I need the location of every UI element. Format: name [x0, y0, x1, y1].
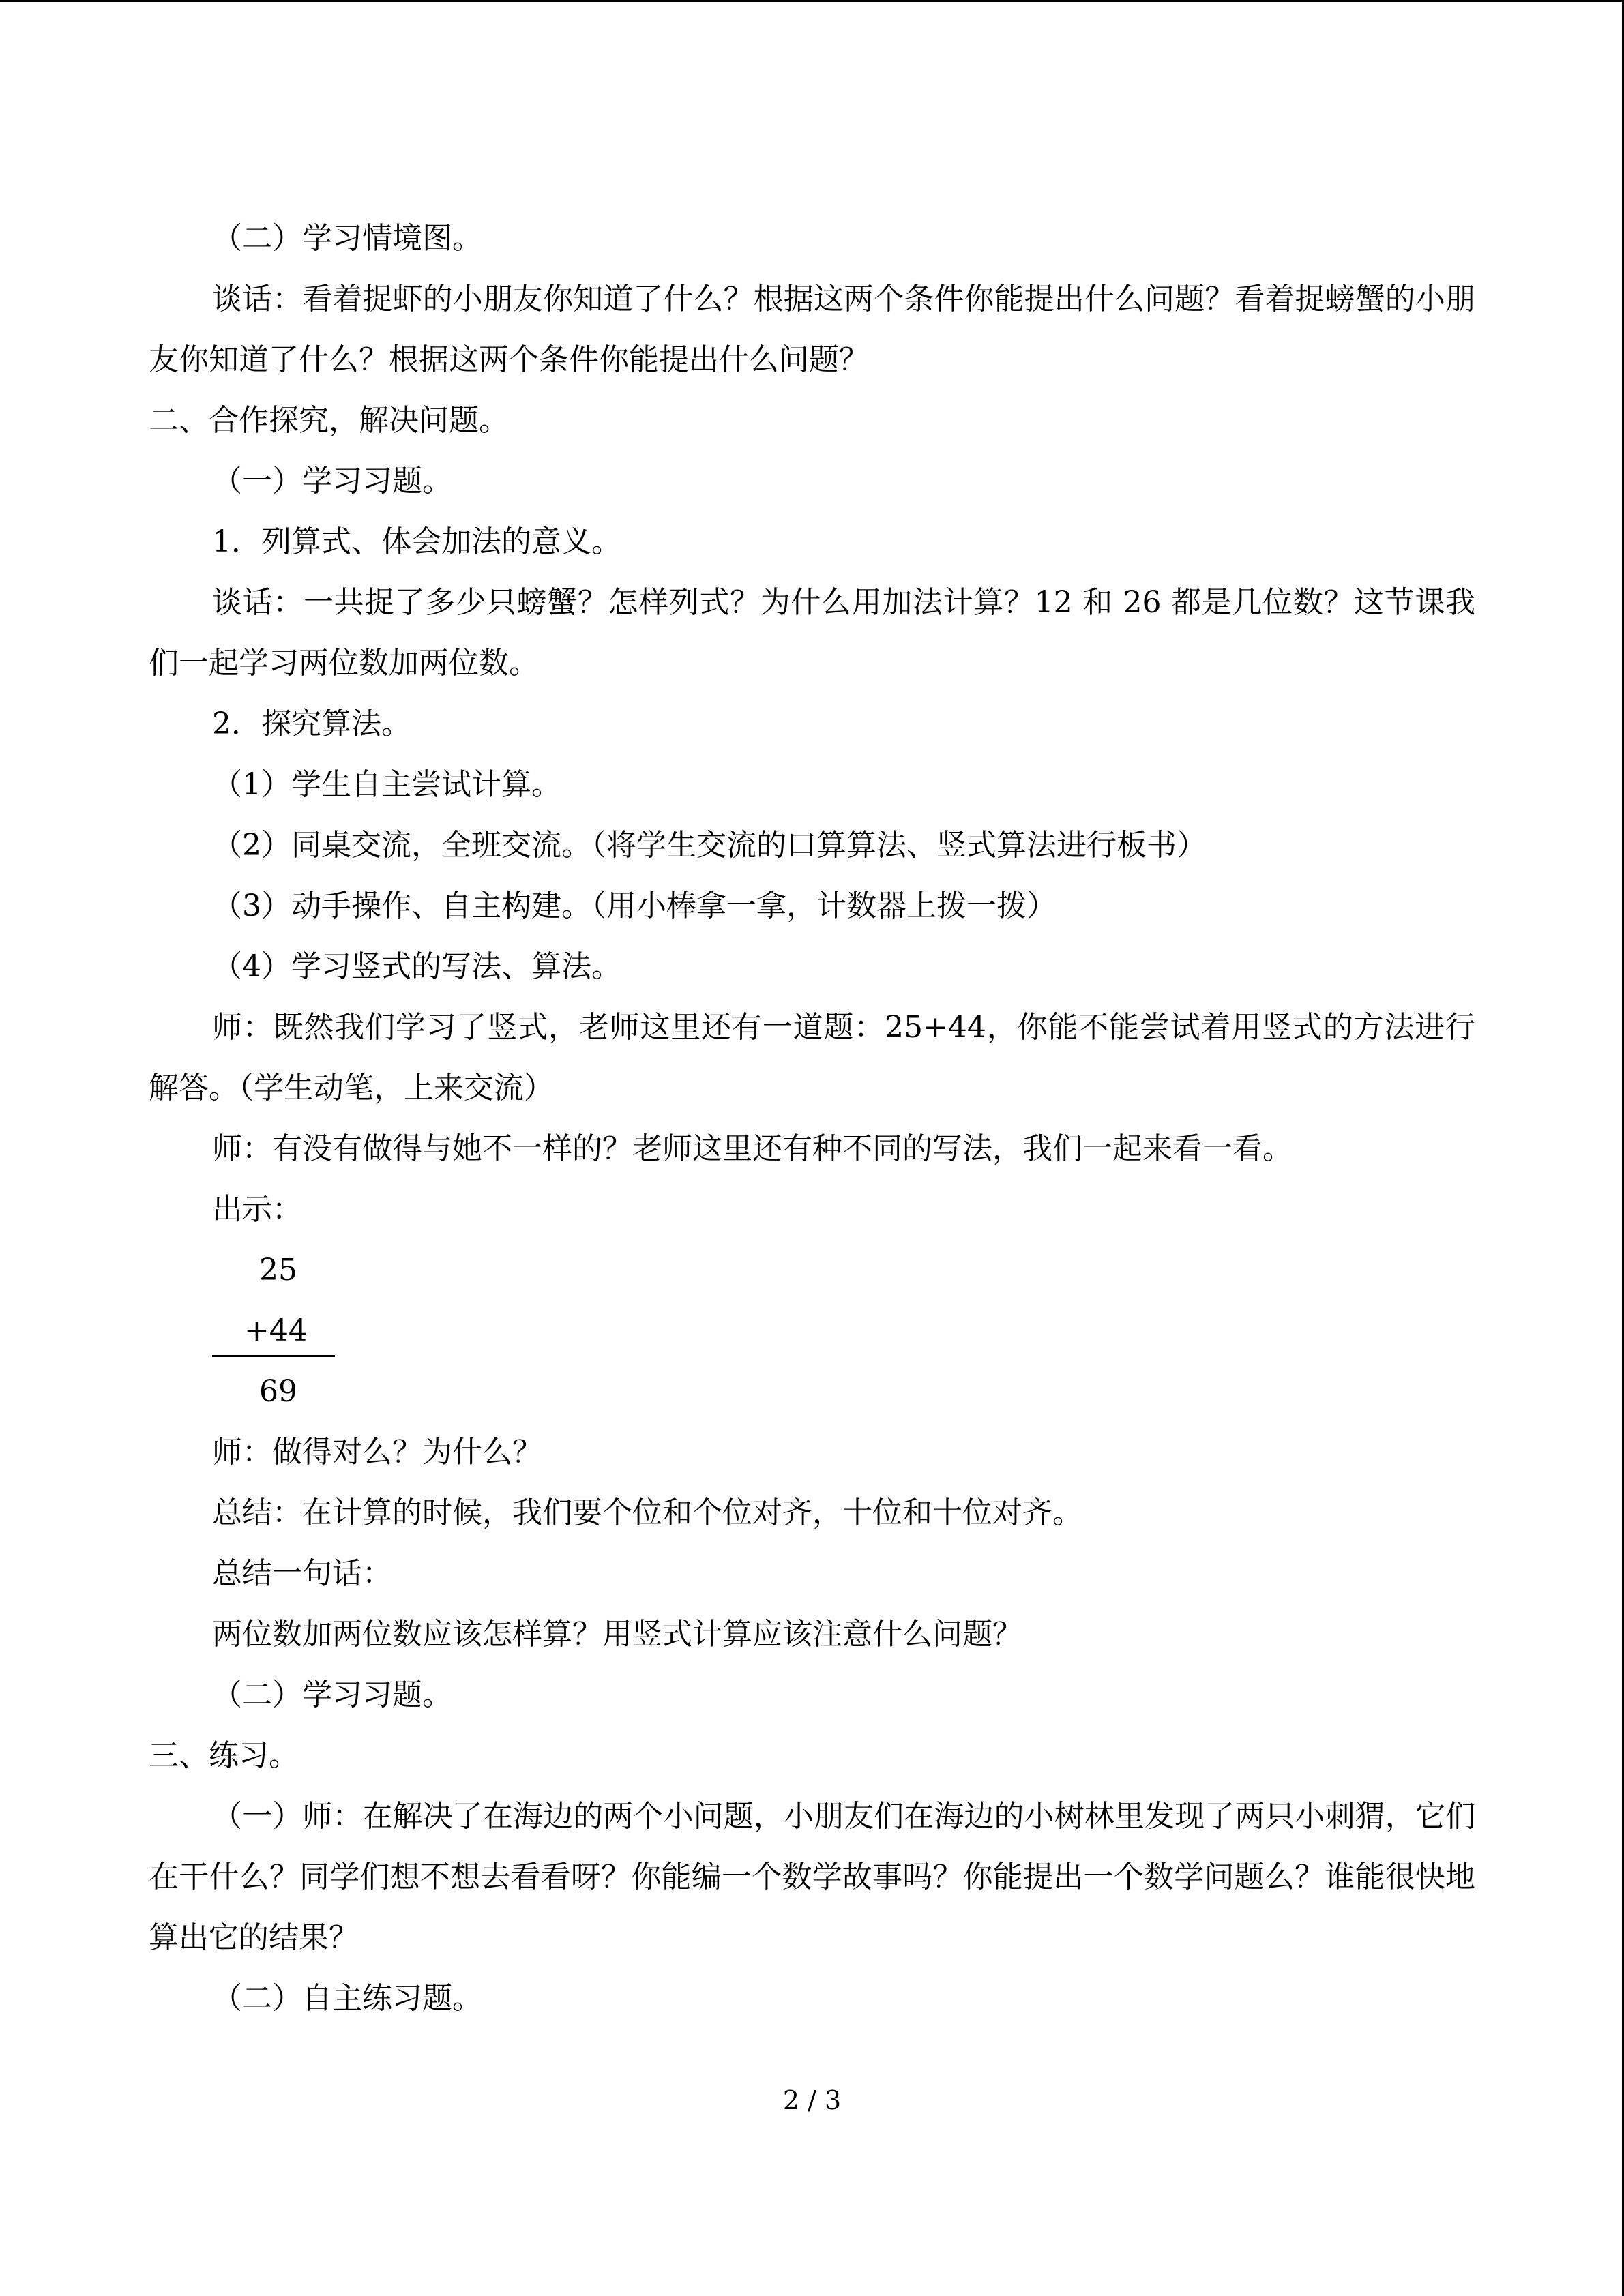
section-heading: 三、练习。	[149, 1738, 299, 1773]
addend-bottom: +44	[244, 1313, 308, 1348]
sum-rule	[212, 1355, 335, 1357]
paragraph: 1．列算式、体会加法的意义。	[212, 524, 621, 559]
list-item: （3）动手操作、自主构建。（用小棒拿一拿，计数器上拨一拨）	[212, 889, 1057, 923]
paragraph: 两位数加两位数应该怎样算？用竖式计算应该注意什么问题？	[212, 1617, 1022, 1652]
paragraph: 师：既然我们学习了竖式，老师这里还有一道题：25+44，你能不能尝试着用竖式的方法进行解答。（学生动笔，上来交流）	[149, 1010, 1475, 1105]
vertical-addition	[149, 1240, 1475, 1422]
paragraph: 师：有没有做得与她不一样的？老师这里还有种不同的写法，我们一起来看一看。	[212, 1131, 1293, 1166]
subsection-heading: （二）学习习题。	[212, 1678, 452, 1712]
subsection-heading: （二）学习情境图。	[212, 221, 482, 256]
paragraph: （一）师：在解决了在海边的两个小问题，小朋友们在海边的小树林里发现了两只小刺猬，它们在干什么？同学们想不想去看看呀？你能编一个数学故事吗？你能提出一个数学问题么？谁能很快地算出它的结果？	[149, 1799, 1475, 1955]
page-number: 2 / 3	[782, 2085, 842, 2115]
subsection-heading: （二）自主练习题。	[212, 1981, 482, 2016]
sum-result: 69	[259, 1374, 297, 1409]
paragraph: 总结一句话：	[212, 1556, 392, 1591]
page-border-top	[0, 0, 1624, 2]
document-body	[149, 208, 1475, 2029]
paragraph: 2．探究算法。	[212, 706, 411, 741]
paragraph: 出示：	[212, 1192, 302, 1227]
list-item: （2）同桌交流，全班交流。（将学生交流的口算算法、竖式算法进行板书）	[212, 828, 1207, 863]
list-item: （1）学生自主尝试计算。	[212, 767, 561, 802]
paragraph: 谈话：看着捉虾的小朋友你知道了什么？根据这两个条件你能提出什么问题？看着捉螃蟹的小朋友你知道了什么？根据这两个条件你能提出什么问题？	[149, 282, 1475, 377]
addend-top: 25	[259, 1253, 297, 1287]
paragraph: 师：做得对么？为什么？	[212, 1435, 542, 1470]
paragraph: 谈话：一共捉了多少只螃蟹？怎样列式？为什么用加法计算？12 和 26 都是几位数？这节课我们一起学习两位数加两位数。	[149, 585, 1475, 681]
section-heading: 二、合作探究，解决问题。	[149, 403, 509, 438]
list-item: （4）学习竖式的写法、算法。	[212, 949, 621, 984]
subsection-heading: （一）学习习题。	[212, 464, 452, 498]
paragraph: 总结：在计算的时候，我们要个位和个位对齐，十位和十位对齐。	[212, 1495, 1082, 1530]
